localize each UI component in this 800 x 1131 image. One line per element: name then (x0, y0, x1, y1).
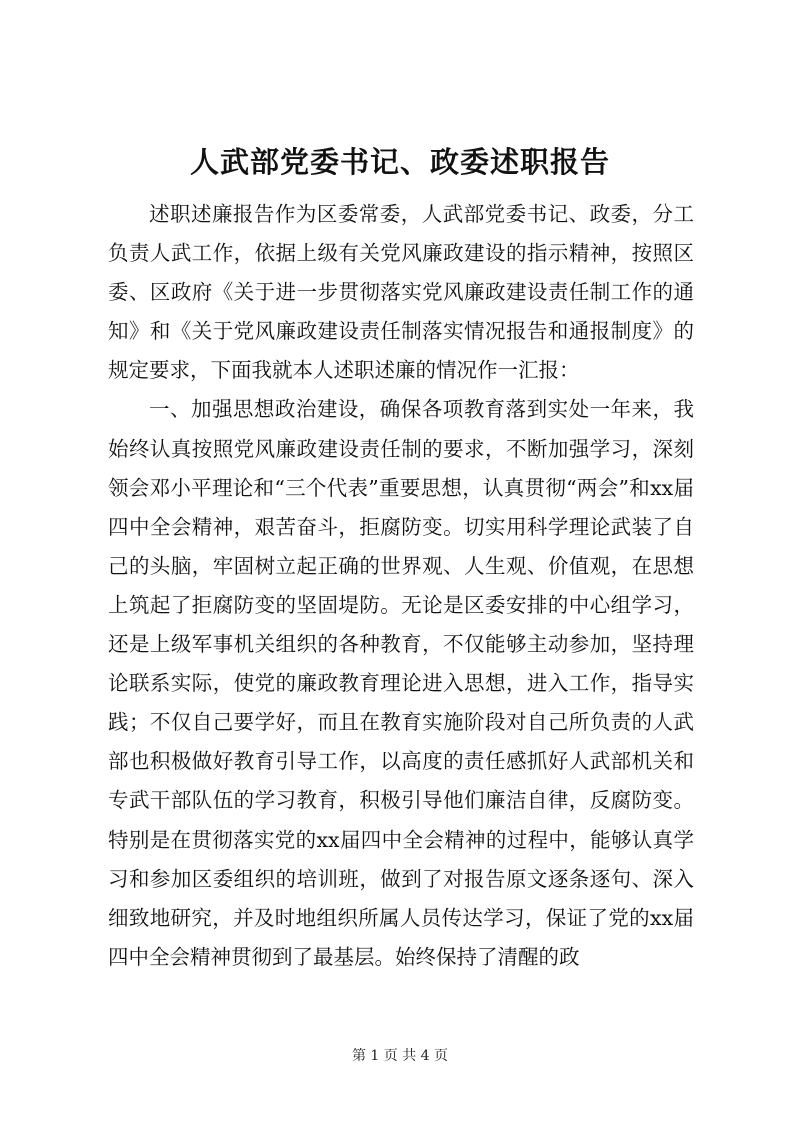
paragraph-section-1: 一、加强思想政治建设，确保各项教育落到实处一年来，我始终认真按照党风廉政建设责任制的要求，不断加强学习，深刻领会邓小平理论和“三个代表”重要思想，认真贯彻“两会”和xx届四中全会精神，艰苦奋斗，拒腐防变。切实用科学理论武装了自己的头脑，牢固树立起正确的世界观、人生观、价值观，在思想上筑起了拒腐防变的坚固堤防。无论是区委安排的中心组学习，还是上级军事机关组织的各种教育，不仅能够主动参加，坚持理论联系实际，使党的廉政教育理论进入思想，进入工作，指导实践；不仅自己要学好，而且在教育实施阶段对自己所负责的人武部也积极做好教育引导工作，以高度的责任感抓好人武部机关和专武干部队伍的学习教育，积极引导他们廉洁自律，反腐防变。特别是在贯彻落实党的xx届四中全会精神的过程中，能够认真学习和参加区委组织的培训班，做到了对报告原文逐条逐句、深入细致地研究，并及时地组织所属人员传达学习，保证了党的xx届四中全会精神贯彻到了最基层。始终保持了清醒的政 (108, 397, 694, 969)
paragraph-intro: 述职述廉报告作为区委常委，人武部党委书记、政委，分工负责人武工作，依据上级有关党风廉政建设的指示精神，按照区委、区政府《关于进一步贯彻落实党风廉政建设责任制工作的通知》和《关于党风廉政建设责任制落实情况报告和通报制度》的规定要求，下面我就本人述职述廉的情况作一汇报： (108, 202, 694, 383)
document-title: 人武部党委书记、政委述职报告 (189, 145, 610, 179)
document-body (108, 189, 694, 977)
page-number-footer: 第 1 页 共 4 页 (351, 1048, 449, 1064)
